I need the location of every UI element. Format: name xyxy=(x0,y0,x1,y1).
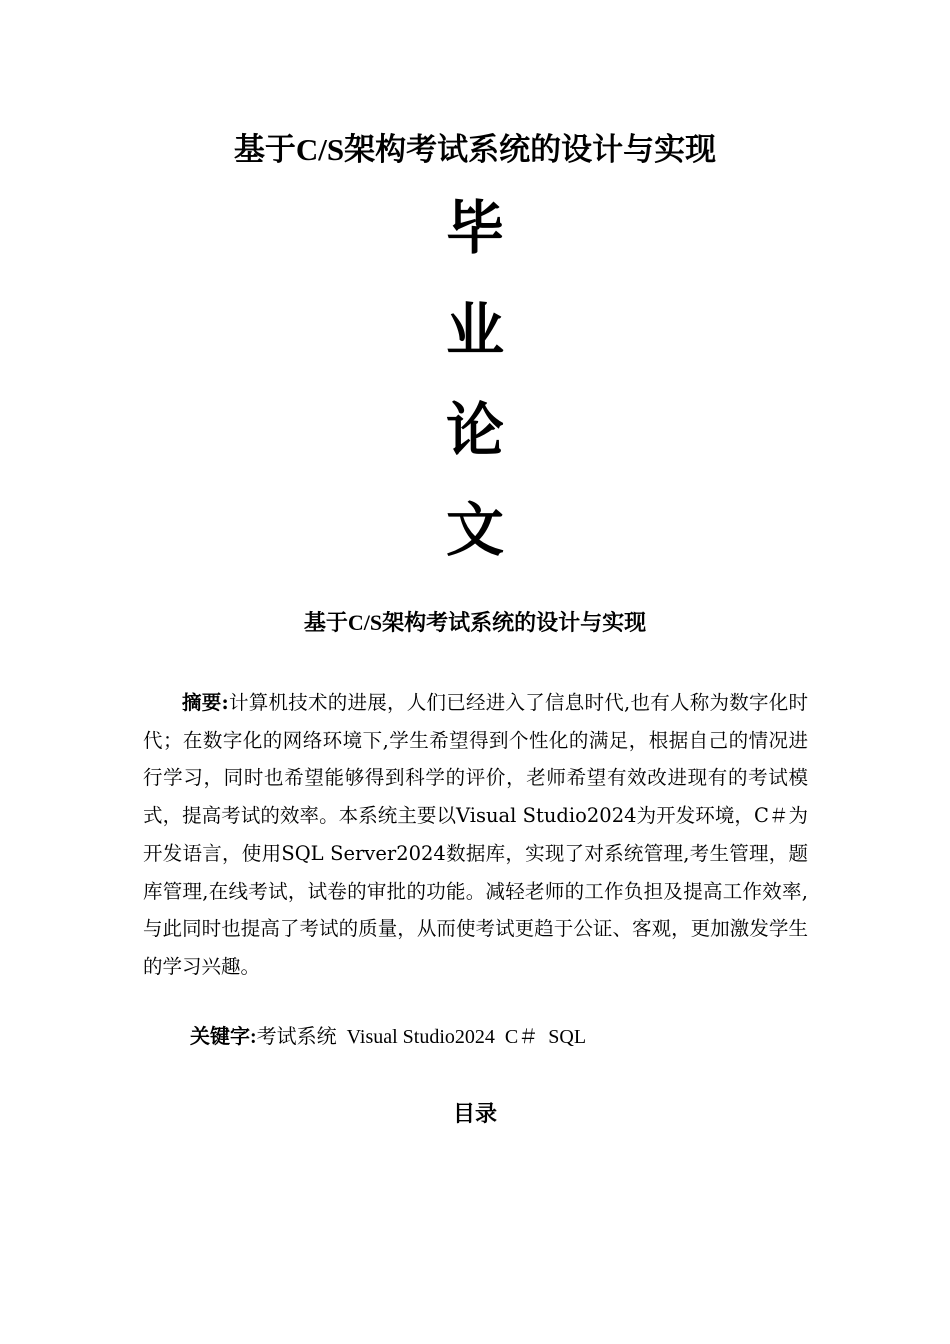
keywords-label: 关键字: xyxy=(190,1026,257,1048)
main-title: 基于C/S架构考试系统的设计与实现 xyxy=(233,132,717,167)
big-title-char-3: 论 xyxy=(445,396,504,464)
big-title-char-4: 文 xyxy=(445,496,504,564)
thesis-subtitle: 基于C/S架构考试系统的设计与实现 xyxy=(303,610,647,635)
abstract-paragraph xyxy=(143,684,808,986)
abstract-label: 摘要: xyxy=(182,691,229,714)
keywords-text: 考试系统 Visual Studio2024 C＃ SQL xyxy=(256,1026,587,1048)
toc-title: 目录 xyxy=(452,1101,497,1126)
big-title-char-2: 业 xyxy=(445,296,504,364)
keywords-line xyxy=(190,1019,810,1055)
abstract-text: 计算机技术的进展，人们已经进入了信息时代,也有人称为数字化时代；在数字化的网络环境下,学生希望得到个性化的满足，根据自己的情况进行学习，同时也希望能够得到科学的评价，老师希望有效改进现有的考试模式，提高考试的效率。本系统主要以Visual Studio2024为开发环境，C＃为开发语言，使用SQL Server2024数据库，实现了对系统管理,考生管理，题库管理,在线考试，试卷的审批的功能。减轻老师的工作负担及提高工作效率,与此同时也提高了考试的质量，从而使考试更趋于公证、客观，更加激发学生的学习兴趣。 xyxy=(143,691,809,978)
big-title-char-1: 毕 xyxy=(445,194,504,262)
